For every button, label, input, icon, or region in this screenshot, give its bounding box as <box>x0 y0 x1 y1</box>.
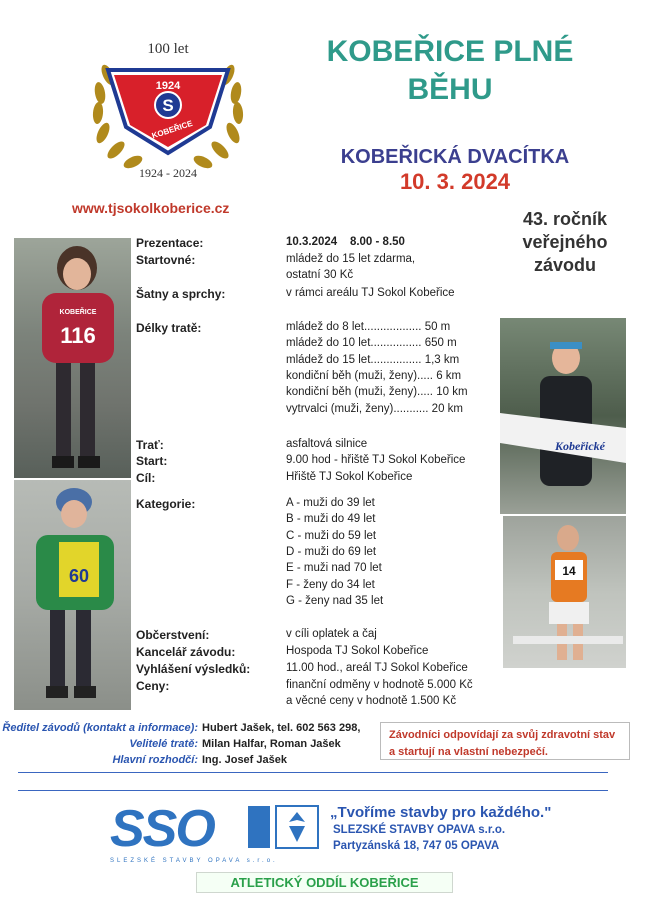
detail-label: Šatny a sprchy: <box>136 287 226 301</box>
disclaimer-line-1: Závodníci odpovídají za svůj zdravotní stav <box>389 729 616 741</box>
sponsor-logo-sub: SLEZSKÉ STAVBY OPAVA s.r.o. <box>110 858 278 864</box>
detail-label: Kategorie: <box>136 497 196 511</box>
sponsor-address: Partyzánská 18, 747 05 OPAVA <box>333 840 500 852</box>
logo-bottom-text: 1924 - 2024 <box>139 166 197 180</box>
detail-value: mládež do 8 let.................. 50 m <box>286 321 451 333</box>
detail-label: Vyhlášení výsledků: <box>136 662 251 676</box>
detail-value: B - muži do 49 let <box>286 513 376 526</box>
detail-value: Hospoda TJ Sokol Kobeřice <box>286 645 429 657</box>
contact-name-director: Hubert Jašek, tel. 602 563 298, <box>202 722 361 734</box>
page-title: KOBEŘICE PLNÉ BĚHU <box>326 35 574 106</box>
detail-value: mládež do 15 let zdarma, <box>286 253 416 265</box>
sponsor-company: SLEZSKÉ STAVBY OPAVA s.r.o. <box>333 824 506 836</box>
detail-value: F - ženy do 34 let <box>286 578 375 591</box>
detail-value: C - muži do 59 let <box>286 529 377 542</box>
photo-bib-number-2: 60 <box>68 566 90 586</box>
divider <box>18 772 608 773</box>
race-date: 10. 3. 2024 <box>399 169 511 194</box>
sponsor-slogan: „Tvoříme stavby pro každého." <box>330 804 552 821</box>
detail-value: mládež do 10 let................ 650 m <box>286 337 457 350</box>
detail-value: a věcné ceny v hodnotě 1.500 Kč <box>286 695 457 708</box>
detail-value: G - ženy nad 35 let <box>286 594 384 607</box>
detail-label: Start: <box>136 454 168 468</box>
detail-value: vytrvalci (muži, ženy)........... 20 km <box>286 402 464 415</box>
logo-year: 1924 <box>155 80 181 92</box>
detail-value: v rámci areálu TJ Sokol Kobeřice <box>286 287 455 299</box>
sponsor-logo <box>108 800 323 866</box>
detail-value: Hřiště TJ Sokol Kobeřice <box>286 471 413 483</box>
photo-banner-text: Kobeřické <box>555 439 605 453</box>
logo-top-text: 100 let <box>147 41 189 57</box>
detail-value: 9.00 hod - hřiště TJ Sokol Kobeřice <box>286 454 466 466</box>
detail-label: Délky tratě: <box>136 321 202 335</box>
detail-value: ostatní 30 Kč <box>286 269 354 282</box>
contact-name-referee: Ing. Josef Jašek <box>202 754 287 766</box>
disclaimer-line-2: a startují na vlastní nebezpečí. <box>389 746 548 758</box>
contact-role-track: Velitelé tratě: <box>129 738 198 750</box>
detail-value: v cíli oplatek a čaj <box>286 628 377 640</box>
detail-value: D - muži do 69 let <box>286 545 377 558</box>
club-name: ATLETICKÝ ODDÍL KOBEŘICE <box>196 872 453 893</box>
club-logo <box>78 35 258 185</box>
detail-value: finanční odměny v hodnotě 5.000 Kč <box>286 679 473 691</box>
photo-bib-number-1: 116 <box>60 323 96 348</box>
logo-letter: S <box>162 96 174 115</box>
detail-label: Startovné: <box>136 253 196 267</box>
divider <box>18 790 608 791</box>
detail-value: asfaltová silnice <box>286 438 368 450</box>
detail-label: Prezentace: <box>136 236 204 250</box>
detail-label: Občerstvení: <box>136 628 210 642</box>
contact-name-track: Milan Halfar, Roman Jašek <box>202 738 341 750</box>
detail-value: 10.3.2024 8.00 - 8.50 <box>286 236 405 248</box>
detail-label: Kancelář závodu: <box>136 645 236 659</box>
photo-runner-14 <box>503 516 626 668</box>
sponsor-logo-text: SSO <box>110 800 214 858</box>
contact-role-director: Ředitel závodů (kontakt a informace): <box>2 722 198 734</box>
detail-value: kondiční běh (muži, ženy)..... 6 km <box>286 369 462 382</box>
detail-label: Cíl: <box>136 471 156 485</box>
photo-woman-finish <box>500 318 626 514</box>
race-name: KOBEŘICKÁ DVACÍTKA <box>340 146 570 168</box>
website-link[interactable]: www.tjsokolkoberice.cz <box>72 200 230 216</box>
logo-name: KOBEŘICE <box>150 118 194 141</box>
detail-label: Trať: <box>136 438 164 452</box>
detail-value: E - muži nad 70 let <box>286 562 382 575</box>
detail-value: kondiční běh (muži, ženy)..... 10 km <box>286 386 468 399</box>
detail-value: mládež do 15 let................ 1,3 km <box>286 353 460 366</box>
detail-value: 11.00 hod., areál TJ Sokol Kobeřice <box>286 662 468 674</box>
detail-label: Ceny: <box>136 679 170 693</box>
contact-role-referee: Hlavní rozhodčí: <box>112 754 198 766</box>
detail-value: A - muži do 39 let <box>286 497 375 509</box>
disclaimer-box <box>380 722 630 760</box>
photo-shirt-text: KOBEŘICE <box>59 309 97 316</box>
photo-child-runner-2 <box>14 480 131 710</box>
edition-label: 43. ročník veřejného závodu <box>522 209 608 275</box>
photo-bib-number-4: 14 <box>562 564 576 578</box>
photo-child-runner-1 <box>14 238 131 478</box>
